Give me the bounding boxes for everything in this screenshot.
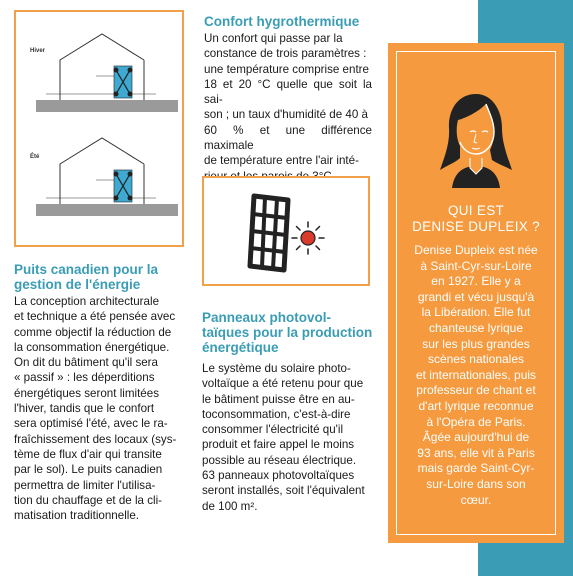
text-line: Un confort qui passe par la <box>204 32 343 45</box>
heading-line: gestion de l'énergie <box>14 277 141 292</box>
text-line: sera optimisé l'été, avec le ra- <box>14 417 168 431</box>
profile-card <box>388 43 564 543</box>
text-line: chanteuse lyrique <box>428 320 524 335</box>
text-line: grandi et vécu jusqu'à <box>417 289 535 304</box>
summer-house-icon <box>36 138 178 216</box>
house-diagram-icon <box>16 12 182 245</box>
text-line: sur les plus grandes <box>422 336 530 351</box>
text-line: Denise Dupleix est née <box>414 243 538 257</box>
text-line: sur-Loire dans son <box>426 476 526 491</box>
text-line: et internationales, puis <box>415 367 537 382</box>
text-line: comme objectif la réduction de <box>14 325 172 339</box>
solar-panels-text <box>202 361 370 514</box>
canadian-well-figure <box>14 10 184 247</box>
text-line: de température entre l'air inté- <box>204 154 359 168</box>
text-line: cœur. <box>460 492 492 507</box>
text-line: tème de flux d'air qui transite <box>14 447 162 461</box>
text-line: à Saint-Cyr-sur-Loire <box>420 258 532 273</box>
comfort-text <box>204 31 372 184</box>
text-line: une température comprise entre <box>204 62 369 76</box>
text-line: On dit du bâtiment qu'il sera <box>14 356 158 370</box>
profile-text <box>398 243 554 508</box>
text-line: mais garde Saint-Cyr- <box>417 461 535 476</box>
text-line: tion du chauffage et de la cli- <box>14 493 163 507</box>
title-line: DENISE DUPLEIX ? <box>412 219 540 234</box>
text-line: scènes nationales <box>427 352 525 367</box>
heading-line: Puits canadien pour la <box>14 262 159 277</box>
text-line: seront installés, soit l'équivalent <box>202 484 365 498</box>
text-line: possible au réseau électrique. <box>202 453 357 467</box>
text-line: voltaïque a été retenu pour que <box>202 377 364 391</box>
text-line: 60 % et une différence maximale <box>204 123 372 153</box>
text-line: la consommation énergétique. <box>14 340 170 354</box>
canadian-well-text <box>14 294 186 523</box>
text-line: énergétiques seront limitées <box>14 386 160 400</box>
text-line: en 1927. Elle y a <box>431 274 521 289</box>
text-line: professeur de chant et <box>416 383 536 398</box>
sun-icon <box>292 222 324 254</box>
text-line: Âgée aujourd'hui de <box>422 430 530 445</box>
heading-line: énergétique <box>202 340 279 355</box>
text-line: le bâtiment puisse être en au- <box>202 392 355 406</box>
text-line: et technique a été pensée avec <box>14 310 176 324</box>
solar-panel-icon <box>250 196 288 270</box>
text-line: 93 ans, elle vit à Paris <box>417 445 535 460</box>
profile-title <box>388 203 564 235</box>
text-line: toconsommation, c'est-à-dire <box>202 407 351 421</box>
text-line: à l'Opéra de Paris. <box>426 414 526 429</box>
text-line: Le système du solaire photo- <box>202 362 351 375</box>
text-line: consommer l'électricité qu'il <box>202 423 344 437</box>
text-line: La conception architecturale <box>14 295 160 308</box>
comfort-heading: Confort hygrothermique <box>204 14 360 29</box>
winter-label: Hiver <box>30 48 46 54</box>
text-line: produit et faire appel le moins <box>202 438 355 452</box>
canadian-well-heading <box>14 262 189 292</box>
text-line: fraîchissement des locaux (sys- <box>14 432 177 446</box>
text-line: permettra de limiter l'utilisa- <box>14 478 156 492</box>
solar-illustration-box <box>202 176 370 286</box>
heading-line: Panneaux photovol- <box>202 310 332 325</box>
woman-portrait-icon <box>436 88 516 188</box>
text-line: 18 et 20 °C quelle que soit la sai- <box>204 77 372 107</box>
title-line: QUI EST <box>447 203 505 218</box>
text-line: son ; un taux d'humidité de 40 à <box>204 108 368 122</box>
solar-panels-heading <box>202 310 377 355</box>
text-line: par le sol). Le puits canadien <box>14 463 163 477</box>
text-line: d'art lyrique reconnue <box>418 398 534 413</box>
text-line: matisation traditionnelle. <box>14 509 140 523</box>
winter-house-icon <box>36 34 178 112</box>
text-line: constance de trois paramètres : <box>204 47 367 61</box>
text-line: de 100 m². <box>202 499 258 513</box>
summer-label: Été <box>30 154 40 160</box>
heading-line: taïques pour la production <box>202 325 373 340</box>
text-line: 63 panneaux photovoltaïques <box>202 469 355 483</box>
text-line: l'hiver, tandis que le confort <box>14 402 155 416</box>
text-line: la Libération. Elle fut <box>421 305 531 320</box>
text-line: « passif » : les déperditions <box>14 371 155 385</box>
